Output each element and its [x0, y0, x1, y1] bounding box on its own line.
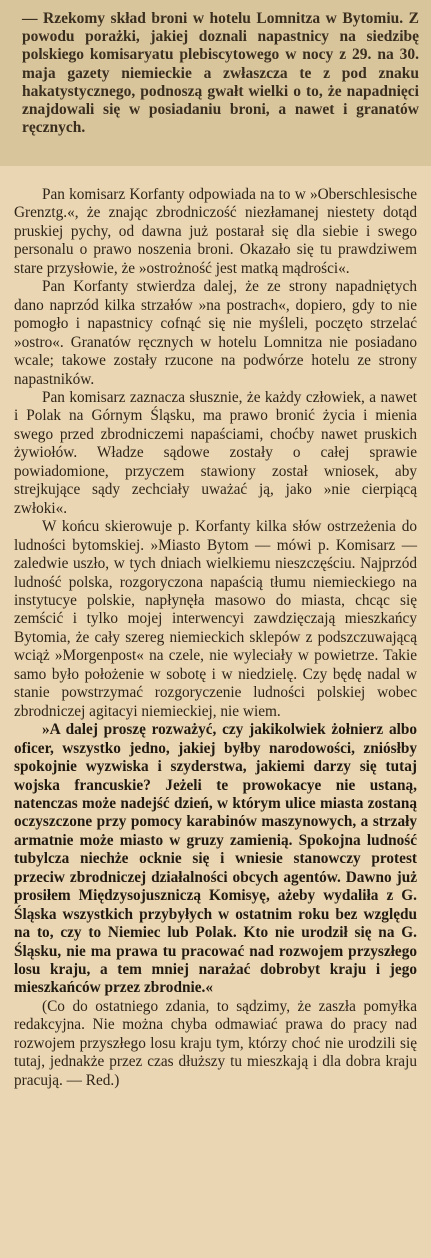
- article-clipping-top: [0, 0, 431, 166]
- article-paragraph-1: Pan komisarz Korfanty odpowiada na to w »Oberschlesische Grenztg.«, że znając zbrodniczość niezłamanej niestety dotąd pruskiej pychy, od dawna już postarał się dla siebie i swego personalu o prawo noszenia broni. Okazało się tu prawdziwem stare przysłowie, że »ostrożność jest matką mądrości«.: [14, 186, 417, 277]
- article-paragraph-4: W końcu skierowuje p. Korfanty kilka słów ostrzeżenia do ludności bytomskiej. »Miasto Bytom — mówi p. Komisarz — zaledwie uszło, w tych dniach wielkiemu nieszczęściu. Najprzód ludność polska, rozgoryczona napaścią tłumu niemieckiego na instytucye polskie, napłynęła masowo do miasta, chcąc się zemścić i tylko mojej interwencyi zawdzięczają mieszkańcy Bytomia, że cały szereg niemieckich sklepów z podszczuwającą wciąż »Morgenpost« na czele, nie wyleciały w powietrze. Takie samo było położenie w sobotę i w niedzielę. Czy będę nadal w stanie powstrzymać rozgoryczenie ludności polskiej wobec zbrodniczej agitacyi niemieckiej, nie wiem.: [14, 518, 417, 720]
- article-top-text: — Rzekomy skład broni w hotelu Lomnitza w Bytomiu. Z powodu porażki, jakiej doznali napastnicy na siedzibę polskiego komisaryatu plebiscytowego w nocy z 29. na 30. maja gazety niemieckie a zwłaszcza te z pod znaku hakatystycznego, podnoszą gwałt wielki o to, że napadnięci znajdowali się w posiadaniu broni, a nawet i granatów ręcznych.: [22, 10, 419, 137]
- article-paragraph-2: Pan Korfanty stwierdza dalej, że ze strony napadniętych dano naprzód kilka strzałów »na postrach«, dopiero, gdy to nie pomogło i napastnicy cofnąć się nie myśleli, poczęto strzelać »ostro«. Granatów ręcznych w hotelu Lomnitza nie posiadano wcale; takowe zostały rzucone na podwórze hotelu ze strony napastników.: [14, 278, 417, 388]
- article-paragraph-3: Pan komisarz zaznacza słusznie, że każdy człowiek, a nawet i Polak na Górnym Śląsku, ma prawo bronić życia i mienia swego przed zbrodniczemi napaściami, choćby nawet pruskich żywiołów. Władze sądowe zostały o całej sprawie powiadomione, przyczem stawiony został wniosek, aby strejkujące sądy zechciały uważać ją, jako »nie cierpiącą zwłoki«.: [14, 388, 417, 517]
- editorial-note: (Co do ostatniego zdania, to sądzimy, że zaszła pomyłka redakcyjna. Nie można chyba odmawiać prawa do pracy nad rozwojem przyszłego losu kraju tym, którzy choć nie urodzili się tutaj, jednakże przez czas dłuższy tu mieszkają i dla dobra kraju pracują. — Red.): [14, 997, 417, 1089]
- article-paragraph-5: »A dalej proszę rozważyć, czy jakikolwiek żołnierz albo oficer, wszystko jedno, jakiej byłby narodowości, zniósłby spokojnie wyzwiska i szyderstwa, jakiemi darzy się tutaj wojska francuskie? Jeżeli te prowokacye nie ustaną, natenczas może nadejść dzień, w którym ulice miasta zostaną oczyszczone przy pomocy karabinów maszynowych, a strzały armatnie może miasto w gruzy zamienią. Spokojna ludność tubylcza niechże ocknie się i wniesie stanowczy protest przeciw zbrodniczej działalności obcych agentów. Dawno już prosiłem Międzysojuszniczą Komisyę, ażeby wydaliła z G. Śląska wszystkich przybyłych w ostatnim roku bez względu na to, czy to Niemiec lub Polak. Kto nie urodził się na G. Śląsku, nie ma prawa tu pracować nad rozwojem przyszłego losu kraju, a tem mniej narażać dobrobyt kraju i jego mieszkańców przez zbrodnie.«: [14, 721, 417, 997]
- article-clipping-main: [0, 166, 431, 1258]
